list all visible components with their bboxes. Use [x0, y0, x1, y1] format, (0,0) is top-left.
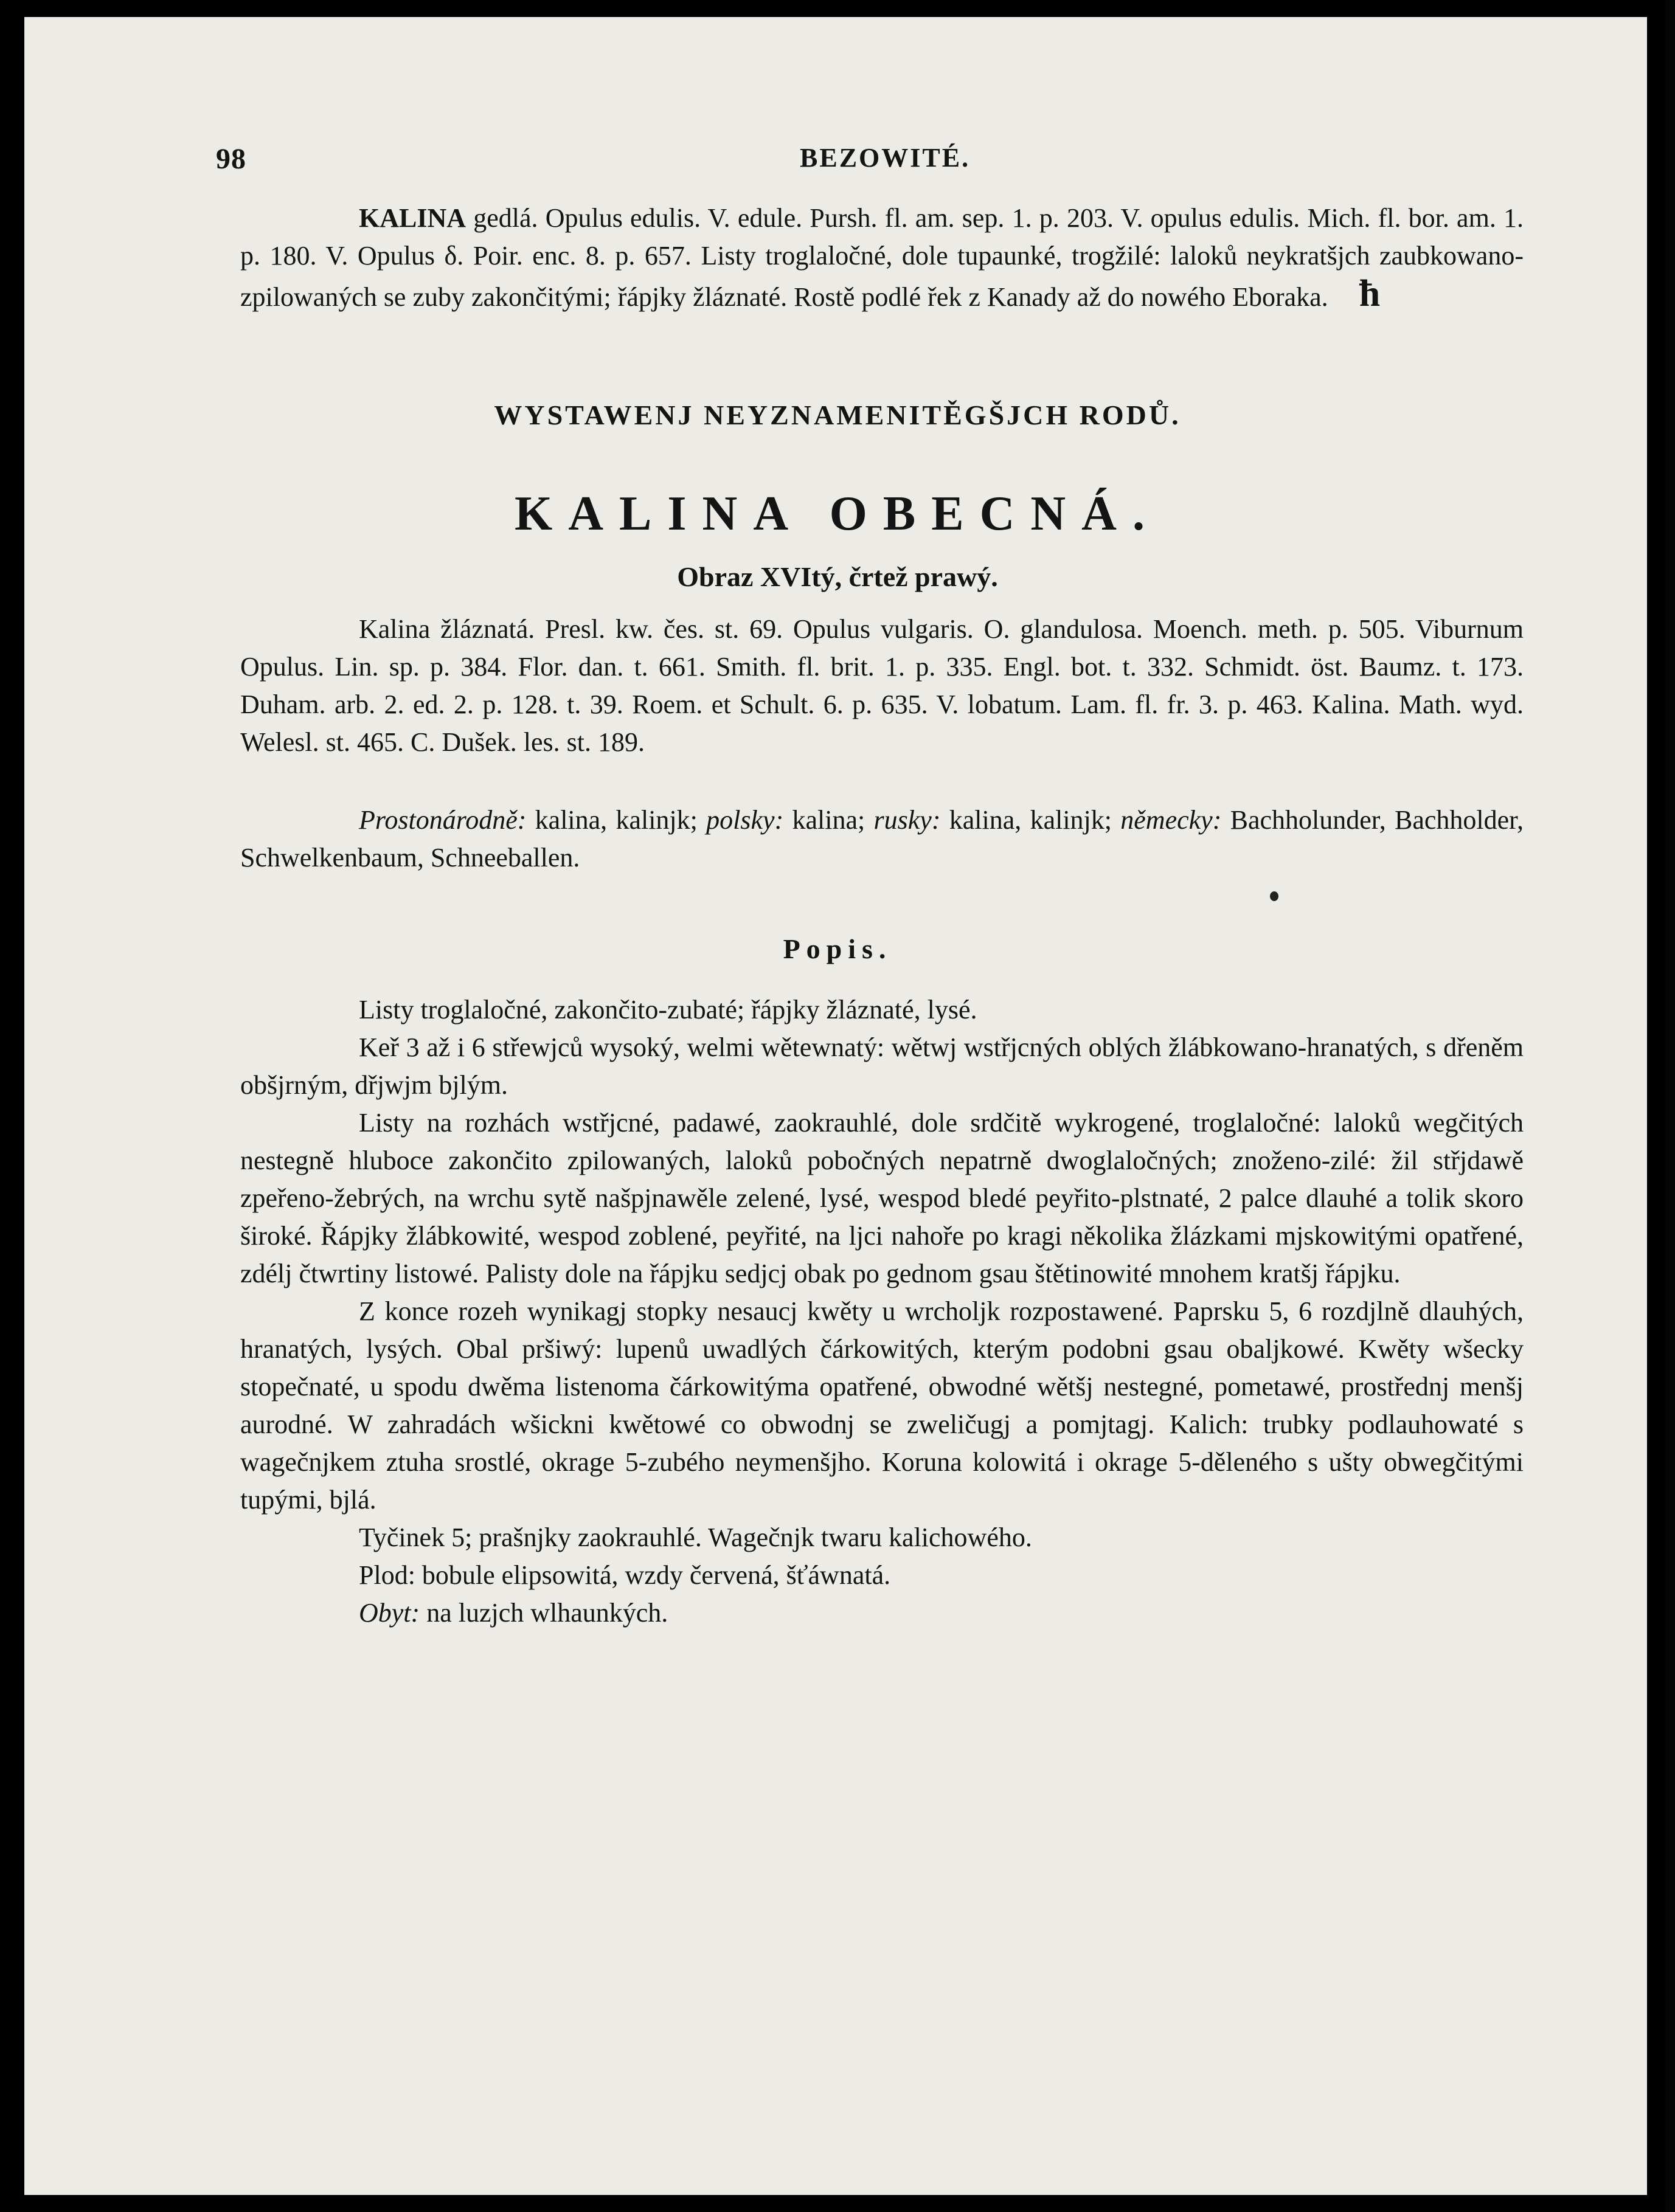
- vernacular-label-folk: Prostonárodně:: [359, 805, 527, 835]
- shrub-symbol: ħ: [1359, 273, 1381, 314]
- synonyms-text: Kalina žláznatá. Presl. kw. čes. st. 69. Opulus vulgaris. O. glandulosa. Moench. meth. p. 505. Viburnum Opulus. Lin. sp. p. 384. Flor. dan. t. 661. Smith. fl. brit. 1. p. 335. Engl. bot. t. 332. Schmidt. öst. Baumz. t. 173. Duham. arb. 2. ed. 2. p. 128. t. 39. Roem. et Schult. 6. p. 635. V. lobatum. Lam. fl. fr. 3. p. 463. Kalina. Math. wyd. Welesl. st. 465. C. Dušek. les. st. 189.: [240, 614, 1524, 757]
- description-paragraph-4: Z konce rozeh wynikagj stopky nesaucj kwěty u wrcholjk rozpostawené. Paprsku 5, 6 rozdjlně dlauhých, hranatých, lysých. Obal pršiwý: lupenů uwadlých čárkowitých, kterým podobni gsau obaljkowé. Kwěty wšecky stopečnaté, u spodu dwěma listenoma čárkowitýma opatřené, obwodné wětšj nestegné, pometawé, prostřednj menšj aurodné. W zahradách wšickni kwětowé co obwodnj se zweličugj a pomjtagj. Kalich: trubky podlauhowaté s wagečnjkem ztuha srostlé, okrage 5-zubého neymenšjho. Koruna kolowitá i okrage 5-děleného s ušty obwegčitými tupými, bjlá.: [240, 1296, 1524, 1515]
- description-paragraph-3: Listy na rozhách wstřjcné, padawé, zaokrauhlé, dole srdčitě wykrogené, troglaločné: laloků wegčitých nestegně hluboce zakončito zpilowaných, laloků pobočných nepatrně dwoglaločných; znoženo-zilé: žil střjdawě zpeřeno-žebrých, na wrchu sytě našpjnawěle zelené, lysé, wespod bledé peyřito-plstnaté, 2 palce dlauhé a tolik skoro široké. Řápjky žlábkowité, wespod zoblené, peyřité, na ljci nahoře po kragi několika žlázkami mjskowitými opatřené, zdélj čtwrtiny listowé. Palisty dole na řápjku sedjcj obak po gednom gsau štětinowité mnohem kratšj řápjku.: [240, 1108, 1524, 1288]
- description-body: [240, 991, 1524, 1632]
- vernacular-names-polish: kalina;: [792, 805, 865, 835]
- vernacular-label-russian: rusky:: [873, 805, 941, 835]
- intro-text: gedlá. Opulus edulis. V. edule. Pursh. fl. am. sep. 1. p. 203. V. opulus edulis. Mich. fl. bor. am. 1. p. 180. V. Opulus δ. Poir. enc. 8. p. 657. Listy troglaločné, dole tupaunké, trogžilé: laloků neykratšjch zaubkowano-zpilowaných se zuby zakončitými; řápjky žláznaté. Rostě podlé řek z Kanady až do nowého Eboraka.: [240, 203, 1524, 312]
- description-heading: Popis.: [783, 933, 892, 964]
- habitat-label: Obyt:: [359, 1598, 420, 1628]
- genus-name: KALINA: [359, 203, 466, 233]
- description-paragraph-1: Listy troglaločné, zakončito-zubaté; řápjky žláznaté, lysé.: [359, 995, 977, 1025]
- intro-paragraph: [240, 199, 1524, 316]
- page-header: [216, 142, 1372, 185]
- running-title: BEZOWITÉ.: [800, 143, 971, 173]
- plate-reference: Obraz XVItý, črtež prawý.: [677, 561, 998, 592]
- vernacular-label-polish: polsky:: [706, 805, 784, 835]
- section-heading: WYSTAWENJ NEYZNAMENITĚGŠJCH RODŮ.: [494, 399, 1181, 430]
- habitat-text: na luzjch wlhaunkých.: [426, 1598, 668, 1628]
- vernacular-names: [240, 801, 1524, 877]
- vernacular-names-german: Bachholunder, Bachholder, Schwelkenbaum, Schneeballen.: [240, 805, 1524, 873]
- page-number: 98: [216, 143, 246, 175]
- description-paragraph-5: Tyčinek 5; prašnjky zaokrauhlé. Wagečnjk twaru kalichowého.: [359, 1522, 1032, 1552]
- ink-spot: [1270, 891, 1278, 901]
- description-paragraph-2: Keř 3 až i 6 střewjců wysoký, welmi wětewnatý: wětwj wstřjcných oblých žlábkowano-hranatých, s dřeněm obšjrným, dřjwjm bjlým.: [240, 1032, 1524, 1100]
- vernacular-label-german: německy:: [1120, 805, 1222, 835]
- vernacular-names-folk: kalina, kalinjk;: [535, 805, 698, 835]
- vernacular-names-russian: kalina, kalinjk;: [949, 805, 1112, 835]
- description-paragraph-7: [240, 1594, 1524, 1632]
- description-paragraph-6: Plod: bobule elipsowitá, wzdy červená, šťáwnatá.: [359, 1560, 891, 1590]
- species-title: KALINA OBECNÁ.: [515, 487, 1160, 541]
- synonyms-paragraph: [240, 610, 1524, 761]
- scan-border: [1665, 0, 1675, 2212]
